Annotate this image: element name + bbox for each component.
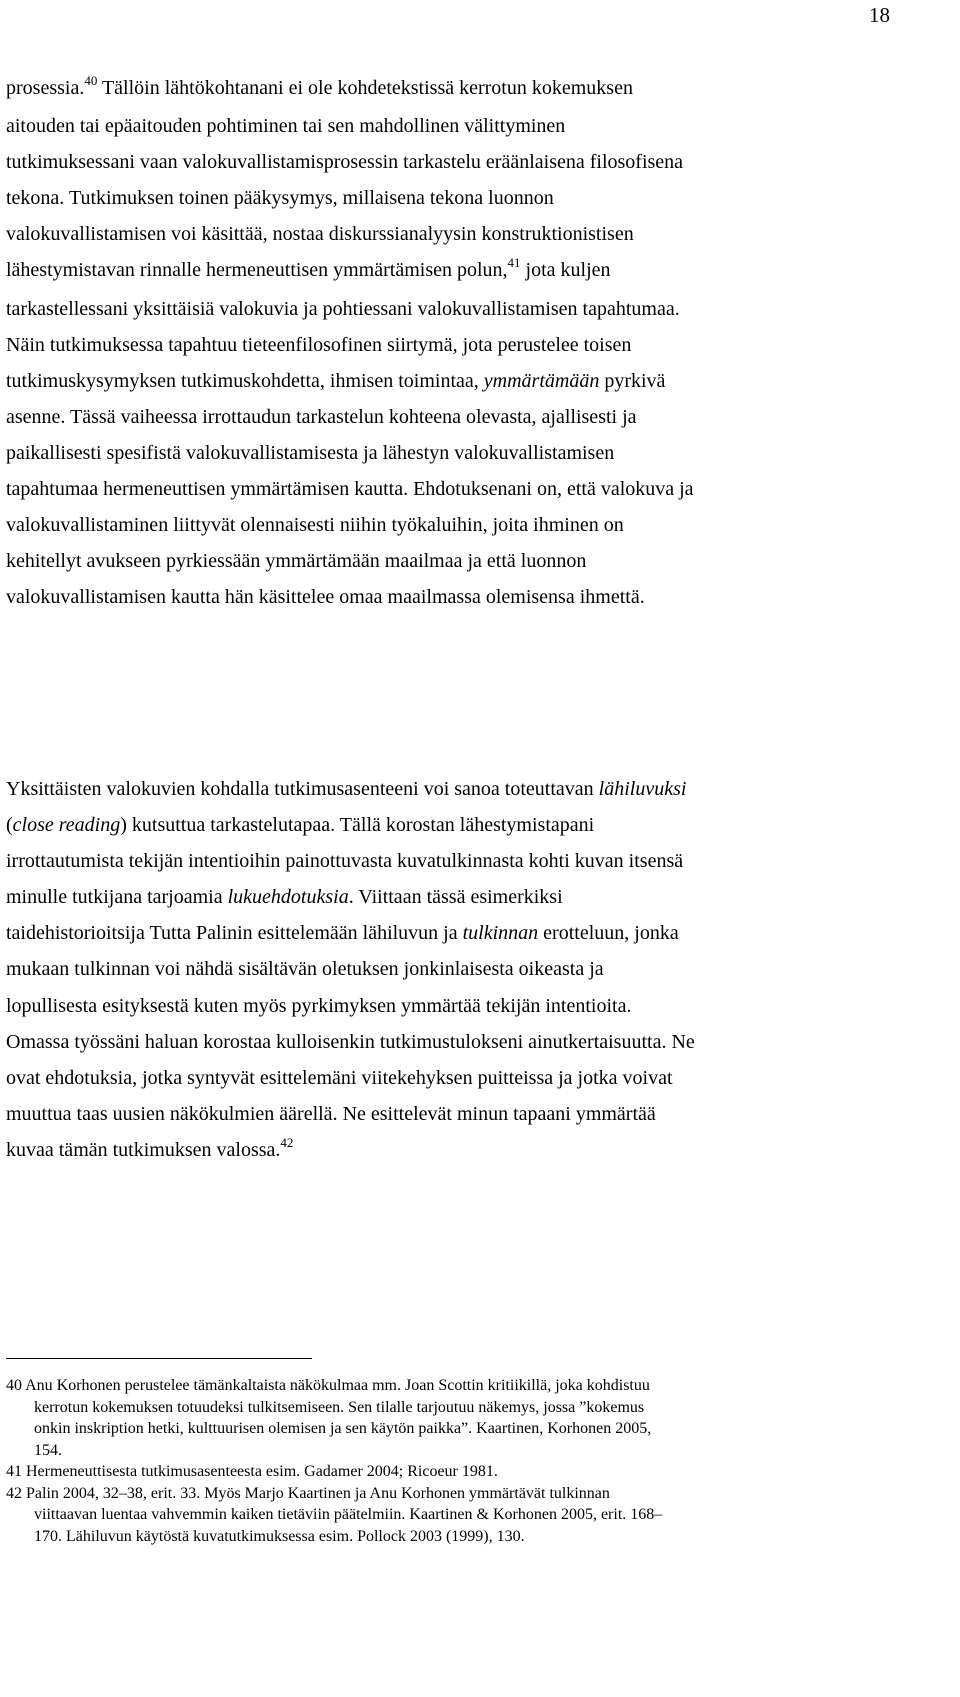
text-line: tutkimuksessani vaan valokuvallistamisprosessin tarkastelu eräänlaisena filosofisena (6, 151, 684, 174)
footnote-40: 40 Anu Korhonen perustelee tämänkaltaista näkökulmaa mm. Joan Scottin kritiikillä, joka kohdistuu kerrotun kokemuksen totuudeksi tulkitsemiseen. Sen tilalle tarjoutuu näkemys, jossa ”kokemus onkin inskription hetki, kulttuurisen olemisen ja sen käytön paikka”. Kaartinen, Korhonen 2005, 154. (6, 1377, 652, 1459)
text-line: valokuvallistaminen liittyvät olennaisesti niihin työkaluihin, joita ihminen on (6, 514, 624, 537)
text-line: tapahtumaa hermeneuttisen ymmärtämisen kautta. Ehdotuksenani on, että valokuva ja (6, 478, 694, 501)
text-line: irrottautumista tekijän intentioihin painottuvasta kuvatulkinnasta kohti kuvan itsensä (6, 850, 684, 873)
paragraph-1 (6, 70, 946, 615)
text-line: tekona. Tutkimuksen toinen pääkysymys, millaisena tekona luonnon (6, 187, 554, 210)
text-line: kuvaa tämän tutkimuksen valossa.$^{42}$ (6, 1134, 294, 1161)
emphasis: tulkinnan (462, 922, 539, 945)
text-line: aitouden tai epäaitouden pohtiminen tai sen mahdollinen välittyminen (6, 115, 566, 138)
text-line: lopullisesta esityksestä kuten myös pyrkimyksen ymmärtää tekijän intentioita. (6, 994, 632, 1017)
text-line: valokuvallistamisen kautta hän käsittelee omaa maailmassa olemisensa ihmettä. (6, 586, 645, 609)
emphasis: lähiluvuksi (598, 778, 687, 800)
text-line: valokuvallistamisen voi käsittää, nostaa diskurssianalyysin konstruktionistisen (6, 223, 634, 246)
text-line: taidehistorioitsija Tutta Palinin esittelemään lähiluvun ja tulkinnan erotteluun, jonka (6, 922, 679, 945)
footnote-ref-41[interactable]: 41 (507, 255, 521, 271)
text-line: paikallisesti spesifistä valokuvallistamisesta ja lähestyn valokuvallistamisen (6, 441, 615, 464)
footnote-41: 41 Hermeneuttisesta tutkimusasenteesta esim. Gadamer 2004; Ricoeur 1981. (6, 1463, 498, 1480)
text-line: kehitellyt avukseen pyrkiessään ymmärtämään maailmaa ja että luonnon (6, 550, 587, 573)
text-line: tutkimuskysymyksen tutkimuskohdetta, ihmisen toimintaa, ymmärtämään pyrkivä (6, 369, 666, 392)
text-line: minulle tutkijana tarjoamia lukuehdotuksia. Viittaan tässä esimerkiksi (6, 886, 563, 909)
text-line: ovat ehdotuksia, jotka syntyvät esittelemäni viitekehyksen puitteissa ja jotka voivat (6, 1066, 673, 1089)
text-line: muuttua taas uusien näkökulmien äärellä. Ne esittelevät minun tapaani ymmärtää (6, 1102, 656, 1125)
footnotes (6, 1375, 946, 1547)
text-line: asenne. Tässä vaiheessa irrottaudun tarkastelun kohteena olevasta, ajallisesti ja (6, 405, 637, 428)
text-line: Yksittäisten valokuvien kohdalla tutkimusasenteeni voi sanoa toteuttavan lähiluvuksi (6, 778, 687, 800)
footnote-42: 42 Palin 2004, 32–38, erit. 33. Myös Marjo Kaartinen ja Anu Korhonen ymmärtävät tulkinnan viittaavan luentaa vahvemmin kaiken tietäviin päätelmiin. Kaartinen & Korhonen 2005, erit. 168– 170. Lähiluvun käytöstä kuvatutkimuksessa esim. Pollock 2003 (1999), 130. (6, 1484, 663, 1545)
footnote-ref-42[interactable]: 42 (280, 1134, 294, 1150)
footnote-divider (6, 1358, 312, 1359)
text-line: Omassa työssäni haluan korostaa kulloisenkin tutkimustulokseni ainutkertaisuutta. Ne (6, 1030, 695, 1053)
paragraph-2 (6, 771, 946, 1170)
text-line: lähestymistavan rinnalle hermeneuttisen ymmärtämisen polun,$^{41}$ jota kuljen (6, 255, 611, 282)
footnote-ref-40[interactable]: 40 (84, 73, 98, 88)
text-line: Näin tutkimuksessa tapahtuu tieteenfilosofinen siirtymä, jota perustelee toisen (6, 333, 632, 356)
emphasis: close reading (12, 814, 121, 837)
text-line: tarkastellessani yksittäisiä valokuvia ja pohtiessani valokuvallistamisen tapahtumaa. (6, 297, 680, 320)
text-line: (close reading) kutsuttua tarkastelutapaa. Tällä korostan lähestymistapani (6, 814, 595, 837)
emphasis: ymmärtämään (483, 369, 600, 392)
page-number: 18 (869, 3, 890, 27)
emphasis: lukuehdotuksia (227, 886, 349, 909)
text-line: mukaan tulkinnan voi nähdä sisältävän oletuksen jonkinlaisesta oikeasta ja (6, 958, 604, 981)
text-line: prosessia.$^{40}$ Tällöin lähtökohtanani ei ole kohdetekstissä kerrotun kokemuksen (6, 73, 633, 99)
